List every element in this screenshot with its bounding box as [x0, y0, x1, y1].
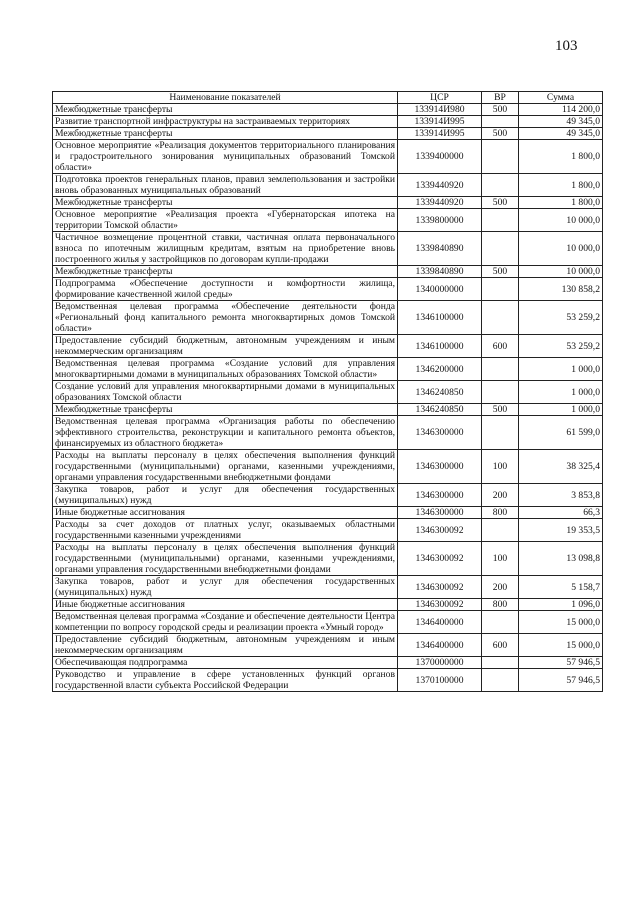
row-name: Ведомственная целевая программа «Создание и обеспечение деятельности Центра компетенции по вопросу городской среды и реализации проекта «Умный город» — [53, 611, 398, 634]
page-number: 103 — [555, 38, 578, 54]
table-row — [53, 335, 603, 358]
row-vr — [482, 381, 519, 404]
row-sum: 53 259,2 — [519, 335, 603, 358]
row-name: Основное мероприятие «Реализация проекта «Губернаторская ипотека на территории Томской области» — [53, 209, 398, 232]
row-vr: 600 — [482, 335, 519, 358]
row-name: Подготовка проектов генеральных планов, правил землепользования и застройки вновь образованных муниципальных образований — [53, 174, 398, 197]
row-sum: 3 853,8 — [519, 484, 603, 507]
row-vr — [482, 278, 519, 301]
row-name: Ведомственная целевая программа «Организация работы по обеспечению эффективного строительства, реконструкции и капитального ремонта объектов, финансируемых из областного бюджета» — [53, 416, 398, 450]
table-row — [53, 116, 603, 128]
row-sum: 61 599,0 — [519, 416, 603, 450]
row-sum: 53 259,2 — [519, 301, 603, 335]
row-csr: 1346400000 — [398, 611, 482, 634]
header-sum: Сумма — [519, 92, 603, 104]
table-row — [53, 507, 603, 519]
header-csr: ЦСР — [398, 92, 482, 104]
table-row — [53, 140, 603, 174]
row-csr: 1346200000 — [398, 358, 482, 381]
row-sum: 15 000,0 — [519, 611, 603, 634]
row-name: Создание условий для управления многоквартирными домами в муниципальных образованиях Томской области — [53, 381, 398, 404]
row-vr — [482, 657, 519, 669]
row-name: Межбюджетные трансферты — [53, 197, 398, 209]
table-row — [53, 599, 603, 611]
row-name: Иные бюджетные ассигнования — [53, 599, 398, 611]
row-vr — [482, 669, 519, 692]
row-csr: 1370000000 — [398, 657, 482, 669]
row-vr — [482, 519, 519, 542]
row-name: Подпрограмма «Обеспечение доступности и комфортности жилища, формирование качественной жилой среды» — [53, 278, 398, 301]
header-name: Наименование показателей — [53, 92, 398, 104]
row-csr: 1346300000 — [398, 484, 482, 507]
row-vr: 100 — [482, 450, 519, 484]
row-csr: 1339440920 — [398, 174, 482, 197]
table-row — [53, 232, 603, 266]
row-vr — [482, 140, 519, 174]
row-csr: 1346100000 — [398, 335, 482, 358]
row-csr: 1346100000 — [398, 301, 482, 335]
row-csr: 1346300000 — [398, 416, 482, 450]
row-sum: 57 946,5 — [519, 669, 603, 692]
row-vr — [482, 174, 519, 197]
row-sum: 1 800,0 — [519, 197, 603, 209]
table-row — [53, 266, 603, 278]
row-sum: 15 000,0 — [519, 634, 603, 657]
row-sum: 49 345,0 — [519, 116, 603, 128]
row-name: Предоставление субсидий бюджетным, автономным учреждениям и иным некоммерческим организациям — [53, 335, 398, 358]
row-sum: 130 858,2 — [519, 278, 603, 301]
row-csr: 1339800000 — [398, 209, 482, 232]
row-name: Межбюджетные трансферты — [53, 128, 398, 140]
row-sum: 114 200,0 — [519, 104, 603, 116]
row-vr — [482, 116, 519, 128]
row-sum: 1 000,0 — [519, 404, 603, 416]
row-vr — [482, 416, 519, 450]
row-name: Межбюджетные трансферты — [53, 404, 398, 416]
row-name: Межбюджетные трансферты — [53, 104, 398, 116]
table-row — [53, 576, 603, 599]
row-vr: 500 — [482, 128, 519, 140]
budget-table — [52, 91, 603, 692]
table-row — [53, 484, 603, 507]
row-name: Ведомственная целевая программа «Обеспечение деятельности фонда «Региональный фонд капитального ремонта многоквартирных домов Томской области» — [53, 301, 398, 335]
row-name: Частичное возмещение процентной ставки, частичная оплата первоначального взноса по ипотечным жилищным кредитам, взятым на приобретение вновь построенного жилья у застройщиков по договорам купли-продажи — [53, 232, 398, 266]
row-sum: 38 325,4 — [519, 450, 603, 484]
row-vr: 800 — [482, 507, 519, 519]
row-sum: 10 000,0 — [519, 209, 603, 232]
row-name: Расходы на выплаты персоналу в целях обеспечения выполнения функций государственными (муниципальными) органами, казенными учреждениями, органами управления государственными внебюджетными фондами — [53, 542, 398, 576]
table-row — [53, 657, 603, 669]
row-name: Межбюджетные трансферты — [53, 266, 398, 278]
row-sum: 1 800,0 — [519, 174, 603, 197]
row-sum: 1 000,0 — [519, 381, 603, 404]
row-csr: 1370100000 — [398, 669, 482, 692]
row-csr: 133914И995 — [398, 128, 482, 140]
row-name: Обеспечивающая подпрограмма — [53, 657, 398, 669]
row-vr: 500 — [482, 104, 519, 116]
row-sum: 10 000,0 — [519, 266, 603, 278]
row-sum: 5 158,7 — [519, 576, 603, 599]
table-row — [53, 404, 603, 416]
row-name: Закупка товаров, работ и услуг для обеспечения государственных (муниципальных) нужд — [53, 484, 398, 507]
row-name: Закупка товаров, работ и услуг для обеспечения государственных (муниципальных) нужд — [53, 576, 398, 599]
row-csr: 133914И995 — [398, 116, 482, 128]
row-csr: 1346300092 — [398, 519, 482, 542]
row-csr: 1346400000 — [398, 634, 482, 657]
row-csr: 1346240850 — [398, 381, 482, 404]
row-sum: 1 800,0 — [519, 140, 603, 174]
row-csr: 1339400000 — [398, 140, 482, 174]
row-vr — [482, 301, 519, 335]
row-sum: 10 000,0 — [519, 232, 603, 266]
row-csr: 1346300092 — [398, 542, 482, 576]
row-name: Расходы за счет доходов от платных услуг, оказываемых областными государственными казенными учреждениями — [53, 519, 398, 542]
row-csr: 1340000000 — [398, 278, 482, 301]
row-vr — [482, 232, 519, 266]
row-csr: 1339840890 — [398, 232, 482, 266]
row-sum: 66,3 — [519, 507, 603, 519]
row-name: Иные бюджетные ассигнования — [53, 507, 398, 519]
table-row — [53, 542, 603, 576]
row-name: Ведомственная целевая программа «Создание условий для управления многоквартирными домами в муниципальных образованиях Томской области» — [53, 358, 398, 381]
table-row — [53, 611, 603, 634]
table-row — [53, 209, 603, 232]
row-csr: 1346240850 — [398, 404, 482, 416]
table-row — [53, 634, 603, 657]
table-row — [53, 301, 603, 335]
row-sum: 19 353,5 — [519, 519, 603, 542]
row-csr: 1346300092 — [398, 576, 482, 599]
row-name: Развитие транспортной инфраструктуры на застраиваемых территориях — [53, 116, 398, 128]
row-vr: 500 — [482, 266, 519, 278]
table-row — [53, 381, 603, 404]
row-vr: 800 — [482, 599, 519, 611]
row-sum: 1 096,0 — [519, 599, 603, 611]
row-name: Руководство и управление в сфере установленных функций органов государственной власти субъекта Российской Федерации — [53, 669, 398, 692]
row-csr: 1339840890 — [398, 266, 482, 278]
header-vr: ВР — [482, 92, 519, 104]
table-row — [53, 128, 603, 140]
row-vr: 600 — [482, 634, 519, 657]
row-vr — [482, 358, 519, 381]
row-vr: 200 — [482, 484, 519, 507]
row-vr: 500 — [482, 197, 519, 209]
table-row — [53, 450, 603, 484]
table-row — [53, 669, 603, 692]
row-vr — [482, 209, 519, 232]
row-vr: 500 — [482, 404, 519, 416]
row-csr: 1346300000 — [398, 507, 482, 519]
row-csr: 1346300000 — [398, 450, 482, 484]
row-name: Предоставление субсидий бюджетным, автономным учреждениям и иным некоммерческим организациям — [53, 634, 398, 657]
row-vr — [482, 611, 519, 634]
table-header-row — [53, 92, 603, 104]
row-vr: 100 — [482, 542, 519, 576]
row-csr: 1339440920 — [398, 197, 482, 209]
table-row — [53, 104, 603, 116]
row-name: Расходы на выплаты персоналу в целях обеспечения выполнения функций государственными (муниципальными) органами, казенными учреждениями, органами управления государственными внебюджетными фондами — [53, 450, 398, 484]
row-csr: 133914И980 — [398, 104, 482, 116]
table-row — [53, 519, 603, 542]
table-row — [53, 174, 603, 197]
row-name: Основное мероприятие «Реализация документов территориального планирования и градостроительного зонирования муниципальных образований Томской области» — [53, 140, 398, 174]
row-vr: 200 — [482, 576, 519, 599]
table-row — [53, 358, 603, 381]
row-sum: 57 946,5 — [519, 657, 603, 669]
table-row — [53, 416, 603, 450]
table-row — [53, 278, 603, 301]
row-sum: 49 345,0 — [519, 128, 603, 140]
row-csr: 1346300092 — [398, 599, 482, 611]
table-row — [53, 197, 603, 209]
row-sum: 13 098,8 — [519, 542, 603, 576]
row-sum: 1 000,0 — [519, 358, 603, 381]
